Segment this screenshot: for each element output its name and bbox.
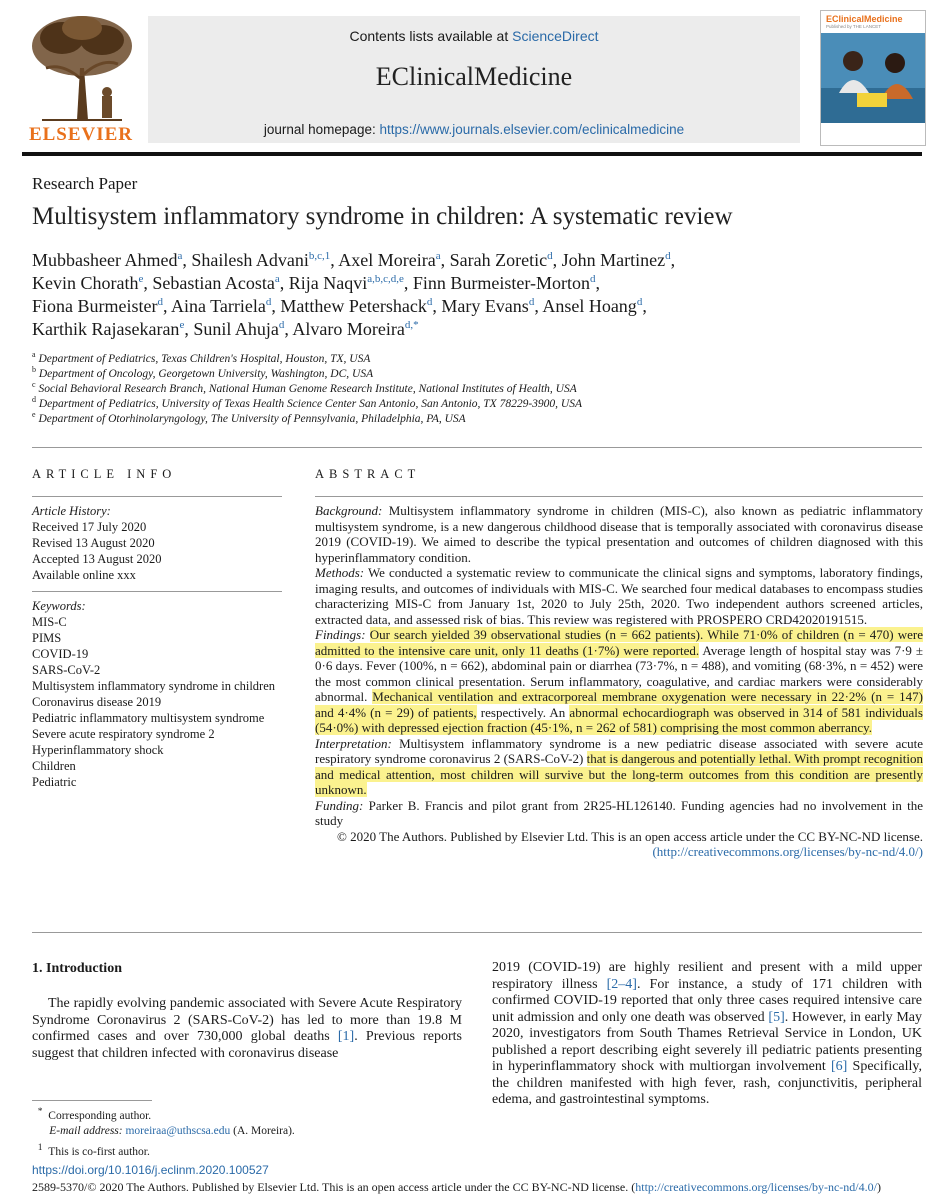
keyword-item: SARS-CoV-2 — [32, 663, 101, 677]
highlight: Our search yielded 39 observational studies (n = 662 patients). While 71·0% of children (n = 470) were admitted to the intensive care unit, only 11 deaths (1·7%) were reported. — [315, 627, 924, 658]
author-affiliation-marker[interactable]: a — [274, 273, 280, 285]
author-affiliation-marker[interactable]: b,c,1 — [308, 250, 331, 262]
keywords-label: Keywords: — [32, 599, 86, 613]
author-name[interactable]: Axel Moreira — [338, 250, 436, 270]
author-affiliation-marker[interactable]: d — [665, 250, 671, 262]
keyword-item: Pediatric — [32, 775, 77, 789]
author-affiliation-marker[interactable]: d — [547, 250, 553, 262]
author-separator: , — [595, 273, 601, 293]
keyword-item: COVID-19 — [32, 647, 89, 661]
reference-link[interactable]: [2–4] — [606, 976, 637, 992]
introduction-heading: 1. Introduction — [32, 961, 122, 976]
author-separator: , — [440, 250, 450, 270]
abstract-methods: Methods: We conducted a systematic review to communicate the clinical signs and symptoms, laboratory findings, imaging results, and outcomes of individuals with MIS-C. We searched four medical databases to encompass studies characterizing MIS-C from January 1st, 2020 to July 25th, 2020. Two independent authors screened articles, extracted data, and assessed risk of bias. This review was registered with PROSPERO CRD42020191515. — [315, 565, 923, 627]
footnote-cofirst: $^1$ This is co-first author. — [37, 1141, 150, 1158]
journal-homepage-link[interactable]: https://www.journals.elsevier.com/eclinicalmedicine — [379, 122, 685, 137]
homepage-line: journal homepage: https://www.journals.elsevier.com/eclinicalmedicine — [263, 122, 685, 137]
author-separator: , — [642, 296, 647, 316]
author-separator: , — [534, 296, 543, 316]
history-item: Revised 13 August 2020 — [32, 536, 155, 550]
author-name[interactable]: Alvaro Moreira — [292, 319, 405, 339]
author-separator: , — [143, 273, 153, 293]
author-line — [32, 319, 419, 340]
keyword-item: PIMS — [32, 631, 62, 645]
reference-link[interactable]: [5] — [768, 1009, 785, 1025]
author-name[interactable]: Sunil Ahuja — [193, 319, 279, 339]
section-divider — [32, 932, 922, 933]
info-rule — [32, 591, 282, 592]
author-affiliation-marker[interactable]: a — [435, 250, 441, 262]
abstract-panel — [315, 467, 923, 860]
keyword-list — [32, 614, 282, 790]
article-info-heading: ARTICLE INFO — [32, 467, 177, 481]
author-name[interactable]: Mary Evans — [441, 296, 529, 316]
journal-title: EClinicalMedicine — [375, 62, 573, 91]
abstract-findings: Findings: Our search yielded 39 observational studies (n = 662 patients). While 71·0% of children (n = 470) were admitted to the intensive care unit, only 11 deaths (1·7%) were reported. Average length of hospital stay was 7·9 ± 0·6 days. Fever (100%, n = 662), abdominal pain or diarrhea (73·7%, n = 488), and vomiting (68·3%, n = 452) were the most common clinical presentation. Serum inflammatory, coagulative, and cardiac markers were considerably abnormal. Mechanical ventilation and extracorporeal membrane oxygenation were necessary in 22·2% (n = 147) and 4·4% (n = 29) of patients, respectively. An abnormal echocardiograph was observed in 314 of 581 individuals (54·0%) with depressed ejection fraction (45·1%, n = 262 of 581) comprising the most common aberrancy. — [315, 627, 924, 735]
author-affiliation-marker[interactable]: d — [636, 296, 643, 308]
keyword-item: Severe acute respiratory syndrome 2 — [32, 727, 215, 741]
author-line — [32, 296, 647, 317]
abstract-funding: Funding: Parker B. Francis and pilot grant from 2R25-HL126140. Funding agencies had no involvement in the study — [315, 797, 923, 828]
author-line — [32, 273, 600, 294]
author-name[interactable]: Sebastian Acosta — [152, 273, 275, 293]
author-name[interactable]: Kevin Chorath — [32, 273, 139, 293]
abstract-interpretation: Interpretation: Multisystem inflammatory syndrome is a new pediatric disease associated with severe acute respiratory syndrome coronavirus 2 (SARS-CoV-2) that is dangerous and potentially lethal. With prompt recognition and medical attention, most children will survive but the long-term outcomes from this condition are presently unknown. — [315, 735, 923, 797]
author-name[interactable]: Matthew Petershack — [280, 296, 427, 316]
highlight: that is dangerous and potentially lethal. With prompt recognition and medical attention, most children will survive but the long-term outcomes from this condition are presently unknown. — [315, 751, 923, 797]
journal-cover-thumbnail — [820, 10, 926, 146]
author-name[interactable]: Shailesh Advani — [191, 250, 309, 270]
info-rule — [32, 496, 282, 497]
author-name[interactable]: John Martinez — [561, 250, 666, 270]
abstract-license — [315, 829, 923, 860]
intro-right-column — [492, 960, 922, 1109]
author-separator: , — [403, 273, 413, 293]
author-affiliation-marker[interactable]: a,b,c,d,e — [367, 273, 404, 285]
author-separator: , — [184, 319, 194, 339]
history-list — [32, 519, 282, 583]
license-link[interactable]: (http://creativecommons.org/licenses/by-nc-nd/4.0/) — [652, 844, 923, 859]
keyword-item: Coronavirus disease 2019 — [32, 695, 162, 709]
author-separator: , — [670, 250, 676, 270]
footnote-email: E-mail address: moreiraa@uthscsa.edu (A. Moreira). — [49, 1125, 295, 1138]
footnote-rule — [32, 1100, 152, 1101]
article-type: Research Paper — [32, 174, 138, 193]
keyword-item: Multisystem inflammatory syndrome in children — [32, 679, 276, 693]
affiliation-item: $^d$ Department of Pediatrics, University of Texas Health Science Center San Antonio, San Antonio, TX 78229-3900, USA — [32, 395, 582, 410]
history-item: Available online xxx — [32, 568, 136, 582]
author-affiliation-marker[interactable]: d — [278, 319, 285, 331]
footnotes — [32, 1104, 295, 1160]
author-separator: , — [552, 250, 562, 270]
keyword-item: MIS-C — [32, 615, 67, 629]
author-affiliation-marker[interactable]: e — [138, 273, 144, 285]
author-affiliation-marker[interactable]: d — [265, 296, 272, 308]
author-affiliation-marker[interactable]: a — [177, 250, 183, 262]
reference-link[interactable]: [1] — [337, 1029, 355, 1044]
intro-paragraph: 2019 (COVID-19) are highly resilient and present with a mild upper respiratory illness [2–4]. For instance, a study of 171 children with confirmed COVID-19 reported that only three cases required intensive care unit admission and only one death was observed [5]. However, in early May 2020, investigators from South Thames Retrieval Service in London, UK published a report describing eight severely ill pediatric patients presenting in hyperinflammatory shock with multiorgan involvement [6] Specifically, the children manifested with high fever, rash, conjunctivitis, peripheral edema, and gastrointestinal symptoms. — [492, 960, 923, 1107]
section-divider — [32, 447, 922, 448]
author-affiliation-marker[interactable]: d — [157, 296, 163, 308]
doi-link[interactable]: https://doi.org/10.1016/j.eclinm.2020.100527 — [32, 1163, 269, 1177]
history-item: Received 17 July 2020 — [32, 520, 147, 534]
affiliation-item: $^a$ Department of Pediatrics, Texas Children's Hospital, Houston, TX, USA — [32, 350, 371, 365]
keyword-item: Pediatric inflammatory multisystem syndrome — [32, 711, 265, 725]
highlight: Mechanical ventilation and extracorporeal membrane oxygenation were necessary in 22·2% (n = 147) and 4·4% (n = 29) of patients, — [315, 689, 924, 720]
author-name[interactable]: Finn Burmeister-Morton — [412, 273, 591, 293]
intro-paragraph: The rapidly evolving pandemic associated with Severe Acute Respiratory Syndrome Coronavirus 2 (SARS-CoV-2) has led to more than 19.8 M confirmed cases and over 730,000 global deaths [1]. Previous reports suggest that children infected with coronavirus disease — [32, 996, 462, 1061]
author-name[interactable]: Sarah Zoretic — [449, 250, 548, 270]
abstract-heading: ABSTRACT — [315, 467, 421, 481]
author-name[interactable]: Aina Tarriela — [171, 296, 266, 316]
cover-title: EClinicalMedicine — [826, 14, 903, 24]
license-link-footer[interactable]: http://creativecommons.org/licenses/by-nc-nd/4.0/ — [635, 1180, 877, 1194]
cover-photo — [821, 33, 925, 123]
footnote-corresponding: * Corresponding author. — [37, 1106, 152, 1122]
cover-subtitle: Published by THE LANCET — [826, 24, 881, 29]
doi-line — [32, 1163, 269, 1177]
copyright-text: © 2020 The Authors. Published by Elsevier Ltd. This is an open access article under the CC BY-NC-ND license. — [337, 828, 923, 844]
author-name[interactable]: Mubbasheer Ahmed — [32, 250, 178, 270]
author-affiliation-marker[interactable]: d,* — [404, 319, 419, 331]
affiliation-item: $^c$ Social Behavioral Research Branch, National Human Genome Research Institute, National Institutes of Health, USA — [32, 380, 577, 395]
author-affiliation-marker[interactable]: d — [528, 296, 535, 308]
contents-line: Contents lists available at ScienceDirect — [349, 28, 599, 44]
abstract-rule — [315, 496, 923, 497]
intro-left-column — [32, 996, 462, 1062]
abstract-body — [315, 503, 923, 829]
elsevier-logo — [22, 8, 140, 148]
history-item: Accepted 13 August 2020 — [32, 552, 162, 566]
abstract-background: Background: Multisystem inflammatory syndrome in children (MIS-C), also known as pediatric inflammatory multisystem syndrome, is a new dangerous childhood disease that is temporally associated with coronavirus disease 2019 (COVID-19). We aimed to describe the typical presentation and outcomes of children diagnosed with this hyperinflammatory condition. — [315, 503, 923, 565]
author-separator: , — [271, 296, 281, 316]
author-separator: , — [182, 250, 192, 270]
highlight: abnormal echocardiograph was observed in 314 of 581 individuals (54·0%) with depressed ejection fraction (45·1%, n = 262 of 581) comprising the most common aberrancy. — [315, 704, 923, 735]
affiliation-item: $^b$ Department of Oncology, Georgetown University, Washington, DC, USA — [32, 365, 374, 380]
reference-link[interactable]: [6] — [831, 1059, 848, 1074]
header-rule — [22, 152, 922, 156]
issn-line: 2589-5370/© 2020 The Authors. Published by Elsevier Ltd. This is an open access article under the CC BY-NC-ND license. (http://creativecommons.org/licenses/by-nc-nd/4.0/) — [32, 1180, 881, 1194]
publisher-wordmark: ELSEVIER — [28, 124, 134, 145]
author-separator: , — [432, 296, 442, 316]
keyword-item: Children — [32, 759, 76, 773]
author-separator: , — [279, 273, 289, 293]
affiliation-item: $^e$ Department of Otorhinolaryngology, The University of Pennsylvania, Philadelphia, PA, USA — [32, 410, 466, 425]
author-affiliation-marker[interactable]: d — [590, 273, 596, 285]
journal-header-box — [148, 16, 800, 143]
email-link[interactable]: moreiraa@uthscsa.edu — [125, 1125, 231, 1138]
author-name[interactable]: Fiona Burmeister — [32, 296, 158, 316]
history-label: Article History: — [32, 504, 111, 518]
author-separator: , — [284, 319, 293, 339]
author-affiliation-marker[interactable]: e — [179, 319, 185, 331]
paper-title: Multisystem inflammatory syndrome in children: A systematic review — [32, 203, 733, 230]
author-name[interactable]: Karthik Rajasekaran — [32, 319, 180, 339]
author-name[interactable]: Rija Naqvi — [288, 273, 368, 293]
author-line — [32, 250, 675, 271]
author-separator: , — [330, 250, 339, 270]
author-affiliation-marker[interactable]: d — [426, 296, 433, 308]
article-info-panel — [32, 467, 282, 790]
author-separator: , — [162, 296, 171, 316]
keyword-item: Hyperinflammatory shock — [32, 743, 164, 757]
sciencedirect-link[interactable]: ScienceDirect — [512, 28, 599, 44]
author-name[interactable]: Ansel Hoang — [542, 296, 637, 316]
